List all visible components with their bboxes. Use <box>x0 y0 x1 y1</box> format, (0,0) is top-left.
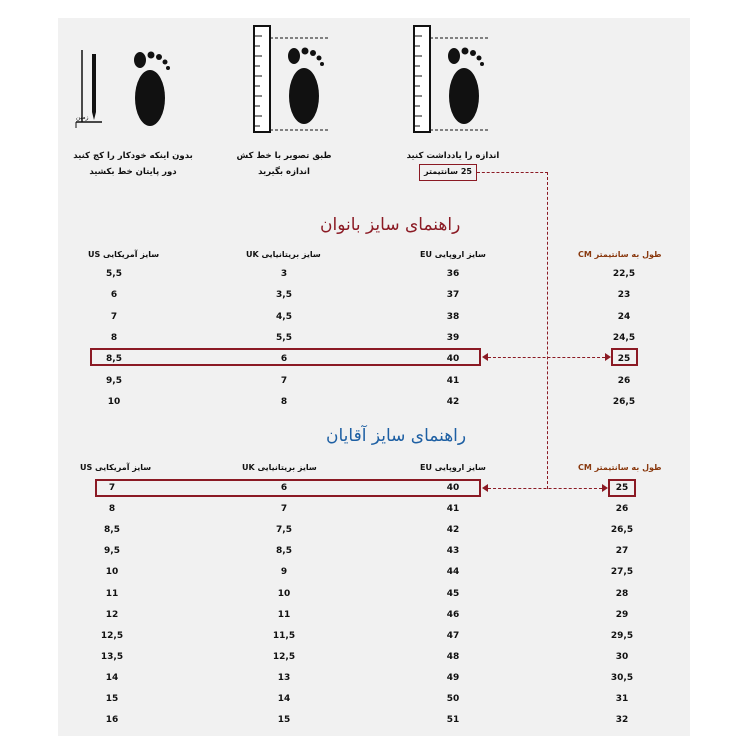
men-cell-us: 16 <box>105 715 119 726</box>
women-cell-uk: 5,5 <box>276 332 292 343</box>
women-cell-us: 8 <box>110 332 118 343</box>
arrow-right-icon <box>605 353 611 361</box>
men-cell-eu: 50 <box>446 694 460 704</box>
women-header-uk: سایز بریتانیایی UK <box>246 250 321 259</box>
men-cell-eu: 44 <box>446 567 460 578</box>
men-cell-uk: 6 <box>280 483 288 493</box>
men-cell-cm: 29,5 <box>610 630 634 641</box>
men-cell-cm: 30,5 <box>610 672 634 683</box>
foot-tracing-icon <box>68 40 178 140</box>
women-cell-us: 7 <box>110 311 118 322</box>
women-cm-highlight-box <box>611 348 638 366</box>
women-cell-cm: 25 <box>617 354 631 365</box>
men-cell-cm: 31 <box>615 694 629 704</box>
women-cell-us: 9,5 <box>106 375 122 386</box>
men-cell-uk: 14 <box>277 694 291 704</box>
men-cell-us: 9,5 <box>104 546 120 557</box>
women-cell-cm: 24 <box>617 311 631 322</box>
connector-line <box>547 172 548 489</box>
ground-label: زمین <box>76 114 89 121</box>
men-header-uk: سایز بریتانیایی UK <box>242 463 317 472</box>
women-cell-us: 5,5 <box>106 269 122 279</box>
men-cell-eu: 49 <box>446 672 460 683</box>
men-cell-us: 12,5 <box>100 630 124 641</box>
men-cell-uk: 13 <box>277 672 291 683</box>
women-cell-eu: 36 <box>446 269 460 279</box>
women-cell-cm: 23 <box>617 290 631 301</box>
women-cell-eu: 41 <box>446 375 460 386</box>
step2-caption-line2: اندازه بگیرید <box>258 167 310 177</box>
men-cm-highlight-box <box>608 479 636 497</box>
step1-caption <box>58 148 208 180</box>
men-cell-eu: 45 <box>446 588 460 599</box>
men-cell-cm: 30 <box>615 651 629 662</box>
connector-line <box>477 172 548 173</box>
women-section-title: راهنمای سایز بانوان <box>320 215 461 235</box>
men-highlight-box <box>95 479 481 497</box>
women-cell-cm: 24,5 <box>612 332 636 343</box>
men-cell-us: 7 <box>108 483 116 493</box>
women-cell-uk: 3 <box>280 269 288 279</box>
women-header-us: سایز آمریکایی US <box>88 250 160 259</box>
women-header-eu: سایز اروپایی EU <box>420 250 486 259</box>
women-header-cm: طول به سانتیمتر CM <box>578 250 662 259</box>
men-cell-eu: 46 <box>446 609 460 620</box>
arrow-right-icon <box>602 484 608 492</box>
men-cell-cm: 26,5 <box>610 525 634 536</box>
measurement-box: 25 سانتیمتر <box>419 164 477 181</box>
women-cell-uk: 4,5 <box>276 311 292 322</box>
women-cell-cm: 22,5 <box>612 269 636 279</box>
women-cell-uk: 3,5 <box>276 290 292 301</box>
men-cell-eu: 48 <box>446 651 460 662</box>
men-cell-eu: 41 <box>446 504 460 515</box>
step1-caption-line2: دور پایتان خط بکشید <box>89 167 177 177</box>
men-cell-uk: 9 <box>280 567 288 578</box>
men-cell-eu: 42 <box>446 525 460 536</box>
ruler-measure-icon <box>248 24 338 136</box>
connector-line <box>488 488 602 489</box>
men-cell-uk: 7 <box>280 504 288 515</box>
men-cell-cm: 25 <box>615 483 629 493</box>
step2-caption <box>224 148 344 180</box>
men-cell-cm: 27 <box>615 546 629 557</box>
men-cell-cm: 32 <box>615 715 629 726</box>
step2-caption-line1: طبق تصویر با خط کش <box>236 151 332 161</box>
size-guide-page <box>58 18 690 736</box>
men-header-eu: سایز اروپایی EU <box>420 463 486 472</box>
women-cell-cm: 26,5 <box>612 396 636 407</box>
men-cell-us: 8 <box>108 504 116 515</box>
men-cell-us: 12 <box>105 609 119 620</box>
men-cell-uk: 11,5 <box>272 630 296 641</box>
men-cell-us: 11 <box>105 588 119 599</box>
connector-line <box>488 357 605 358</box>
men-cell-cm: 29 <box>615 609 629 620</box>
men-cell-us: 8,5 <box>104 525 120 536</box>
women-cell-cm: 26 <box>617 375 631 386</box>
men-header-cm: طول به سانتیمتر CM <box>578 463 662 472</box>
men-cell-uk: 8,5 <box>276 546 292 557</box>
men-header-us: سایز آمریکایی US <box>80 463 152 472</box>
men-cell-eu: 40 <box>446 483 460 493</box>
men-cell-uk: 10 <box>277 588 291 599</box>
men-cell-cm: 27,5 <box>610 567 634 578</box>
women-cell-eu: 40 <box>446 354 460 365</box>
step1-caption-line1: بدون اینکه خودکار را کج کنید <box>73 151 193 161</box>
women-cell-uk: 6 <box>280 354 288 365</box>
men-cell-uk: 15 <box>277 715 291 726</box>
women-cell-eu: 39 <box>446 332 460 343</box>
men-section-title: راهنمای سایز آقایان <box>326 426 467 446</box>
men-cell-eu: 47 <box>446 630 460 641</box>
men-cell-us: 13,5 <box>100 651 124 662</box>
step3-caption-line1: اندازه را یادداشت کنید <box>406 151 500 161</box>
men-cell-uk: 12,5 <box>272 651 296 662</box>
men-cell-us: 14 <box>105 672 119 683</box>
women-cell-us: 10 <box>107 396 121 407</box>
men-cell-us: 10 <box>105 567 119 578</box>
ruler-record-icon <box>408 24 498 136</box>
women-cell-eu: 42 <box>446 396 460 407</box>
women-highlight-box <box>90 348 481 366</box>
men-cell-uk: 11 <box>277 609 291 620</box>
women-cell-us: 6 <box>110 290 118 301</box>
women-cell-eu: 38 <box>446 311 460 322</box>
men-cell-eu: 51 <box>446 715 460 726</box>
men-cell-eu: 43 <box>446 546 460 557</box>
men-cell-cm: 26 <box>615 504 629 515</box>
men-cell-cm: 28 <box>615 588 629 599</box>
men-cell-us: 15 <box>105 694 119 704</box>
women-cell-eu: 37 <box>446 290 460 301</box>
women-cell-uk: 8 <box>280 396 288 407</box>
men-cell-uk: 7,5 <box>276 525 292 536</box>
women-cell-us: 8,5 <box>106 354 122 365</box>
women-cell-uk: 7 <box>280 375 288 386</box>
